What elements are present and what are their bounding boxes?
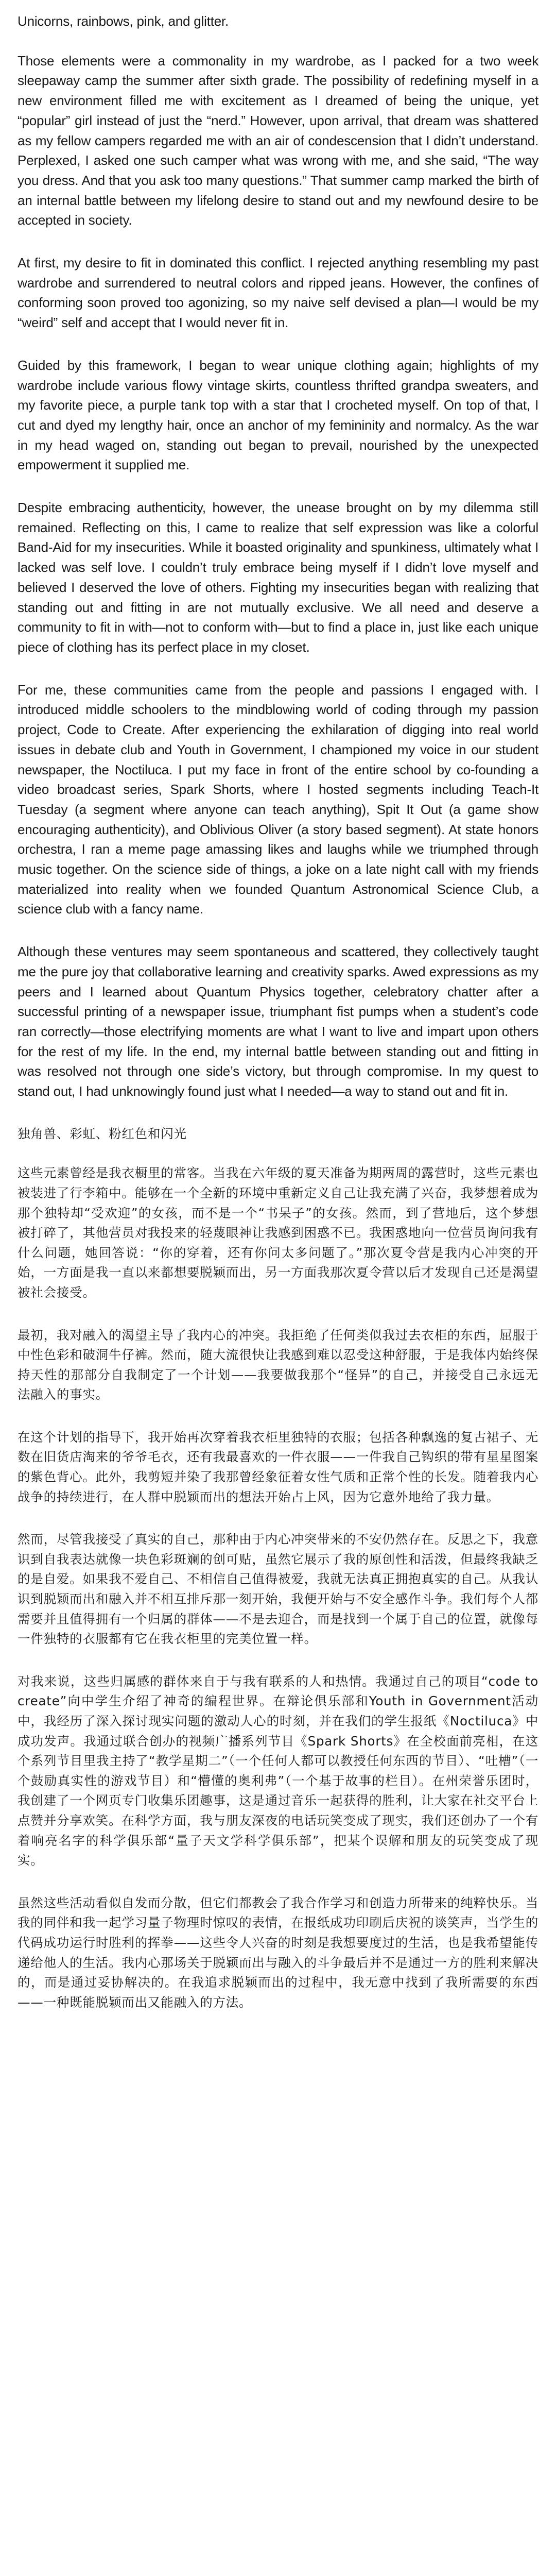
- essay-title-en: Unicorns, rainbows, pink, and glitter.: [18, 13, 229, 29]
- essay-paragraph-en-1: Those elements were a commonality in my wardrobe, as I packed for a two week sleepaway camp the summer after sixth grade. The possibility of redefining myself in a new environment filled me with excitement as I dreamed of being the unique, yet “popular” girl instead of just the “nerd.” However, upon arrival, that dream was shattered as my fellow campers regarded me with an air of condescension that I didn’t understand. Perplexed, I asked one such camper what was wrong with me, and she said, “The way you dress. And that you ask too many questions.” That summer camp marked the birth of an internal battle between my lifelong desire to stand out and my newfound desire to be accepted in society.: [18, 53, 538, 228]
- essay-paragraph-zh-4: 然而，尽管我接受了真实的自己，那种由于内心冲突带来的不安仍然存在。反思之下，我意识到自我表达就像一块色彩斑斓的创可贴，虽然它展示了我的原创性和活泼，但最终我缺乏的是自爱。如果我不爱自己、不相信自己值得被爱，我就无法真正拥抱真实的自己。从我认识到脱颖而出和融入并不相互排斥那一刻开始，我便开始与不安全感作斗争。我们每个人都需要并且值得拥有一个归属的群体——不是去迎合，而是找到一个属于自己的位置，就像每一件独特的衣服都有它在我衣柜里的完美位置一样。: [18, 1532, 538, 1647]
- essay-paragraph-en-6: Although these ventures may seem spontaneous and scattered, they collectively taught me the pure joy that collaborative learning and creativity sparks. Awed expressions as my peers and I learned about Quantum Physics together, celebratory chatter after a successful printing of a newspaper issue, triumphant fist pumps when a student’s code ran correctly—those electrifying moments are what I want to live and impart upon others for the rest of my life. In the end, my internal battle between standing out and fitting in was resolved not through one side’s victory, but through compromise. In my quest to stand out, I had unknowingly found just what I needed—a way to stand out and fit in.: [18, 944, 538, 1099]
- essay-paragraph-zh-3: 在这个计划的指导下，我开始再次穿着我衣柜里独特的衣服；包括各种飘逸的复古裙子、无数在旧货店淘来的爷爷毛衣，还有我最喜欢的一件衣服——一件我自己钩织的带有星星图案的紫色背心。此外，我剪短并染了我那曾经象征着女性气质和正常个性的长发。随着我内心战争的持续进行，在人群中脱颖而出的想法开始占上风，因为它意外地给了我力量。: [18, 1429, 538, 1504]
- essay-paragraph-zh-1: 这些元素曾经是我衣橱里的常客。当我在六年级的夏天准备为期两周的露营时，这些元素也被装进了行李箱中。能够在一个全新的环境中重新定义自己让我充满了兴奋，我梦想着成为那个独特却“受欢迎”的女孩，而不是一个“书呆子”的女孩。然而，到了营地后，这个梦想被打碎了，其他营员对我投来的轻蔑眼神让我感到困惑不已。我困惑地向一位营员询问我有什么问题，她回答说：“你的穿着，还有你问太多问题了。”那次夏令营是我内心冲突的开始，一方面是我一直以来都想要脱颖而出，另一方面我那次夏令营以后才发现自己还是渴望被社会接受。: [18, 1165, 538, 1300]
- essay-paragraph-zh-6: 虽然这些活动看似自发而分散，但它们都教会了我合作学习和创造力所带来的纯粹快乐。当我的同伴和我一起学习量子物理时惊叹的表情，在报纸成功印刷后庆祝的谈笑声，当学生的代码成功运行时胜利的挥拳——这些令人兴奋的时刻是我想要度过的生活，也是我希望能传递给他人的生活。我内心那场关于脱颖而出与融入的斗争最后并不是通过一方的胜利来解决的，而是通过妥协解决的。在我追求脱颖而出的过程中，我无意中找到了我所需要的东西——一种既能脱颖而出又能融入的方法。: [18, 1895, 538, 2010]
- essay-paragraph-zh-5: 对我来说，这些归属感的群体来自于与我有联系的人和热情。我通过自己的项目“code to create”向中学生介绍了神奇的编程世界。在辩论俱乐部和Youth in Government活动中，我经历了深入探讨现实问题的激动人心的时刻，并在我们的学生报纸《Noctiluca》中成功发声。我通过联合创办的视频广播系列节目《Spark Shorts》在全校面前亮相，在这个系列节目里我主持了“教学星期二”（一个任何人都可以教授任何东西的节目）、“吐槽”（一个鼓励真实性的游戏节目）和“懵懂的奥利弗”（一个基于故事的栏目）。在州荣誉乐团时，我创建了一个网页专门收集乐团趣事，这是通过音乐一起获得的胜利，让大家在社交平台上点赞并分享欢笑。在科学方面，我与朋友深夜的电话玩笑变成了现实，我们还创办了一个有着响亮名字的科学俱乐部“量子天文学科学俱乐部”，把某个误解和朋友的玩笑变成了现实。: [18, 1673, 538, 1868]
- essay-paragraph-en-4: Despite embracing authenticity, however, the unease brought on by my dilemma still remained. Reflecting on this, I came to realize that self expression was like a colorful Band-Aid for my insecurities. While it boasted originality and spunkiness, ultimately what I lacked was self love. I couldn’t truly embrace being myself if I didn’t love myself and believed I deserved the love of others. Fighting my insecurities began with realizing that standing out and fitting in are not mutually exclusive. We all need and deserve a community to fit in with—not to conform with—but to find a place in, just like each unique piece of clothing has its perfect place in my closet.: [18, 500, 538, 655]
- essay-title-zh: 独角兽、彩虹、粉红色和闪光: [18, 1126, 187, 1141]
- essay-paragraph-en-3: Guided by this framework, I began to wear unique clothing again; highlights of my wardrobe include various flowy vintage skirts, countless thrifted grandpa sweaters, and my favorite piece, a purple tank top with a star that I crocheted myself. On top of that, I cut and dyed my lengthy hair, once an anchor of my femininity and normalcy. As the war in my head waged on, standing out began to prevail, nourished by the unexpected empowerment it supplied me.: [18, 357, 538, 473]
- essay-paragraph-en-2: At first, my desire to fit in dominated this conflict. I rejected anything resembling my past wardrobe and surrendered to neutral colors and ripped jeans. However, the confines of conforming soon proved too agonizing, so my naive self devised a plan—I would be my “weird” self and accept that I would never fit in.: [18, 255, 538, 331]
- essay-paragraph-en-5: For me, these communities came from the people and passions I engaged with. I introduced middle schoolers to the mindblowing world of coding through my passion project, Code to Create. After experiencing the exhilaration of digging into real world issues in debate club and Youth in Government, I championed my voice in our student newspaper, the Noctiluca. I put my face in front of the entire school by co-founding a video broadcast series, Spark Shorts, where I hosted segments including Teach-It Tuesday (a segment where anyone can teach anything), Spit It Out (a game show encouraging authenticity), and Oblivious Oliver (a story based segment). At state honors orchestra, I ran a meme page amassing likes and laughs while we triumphed through music together. On the science side of things, a joke on a late night call with my friends materialized into reality when we founded Quantum Astronomical Science Club, a science club with a fancy name.: [18, 682, 538, 917]
- essay-paragraph-zh-2: 最初，我对融入的渴望主导了我内心的冲突。我拒绝了任何类似我过去衣柜的东西，屈服于中性色彩和破洞牛仔裤。然而，随大流很快让我感到难以忍受这种舒服，于是我体内始终保持天性的那部分自我制定了一个计划——我要做我那个“怪异”的自己，并接受自己永远无法融入的事实。: [18, 1327, 538, 1402]
- english-essay: [18, 11, 538, 1101]
- chinese-essay: [18, 1124, 538, 2013]
